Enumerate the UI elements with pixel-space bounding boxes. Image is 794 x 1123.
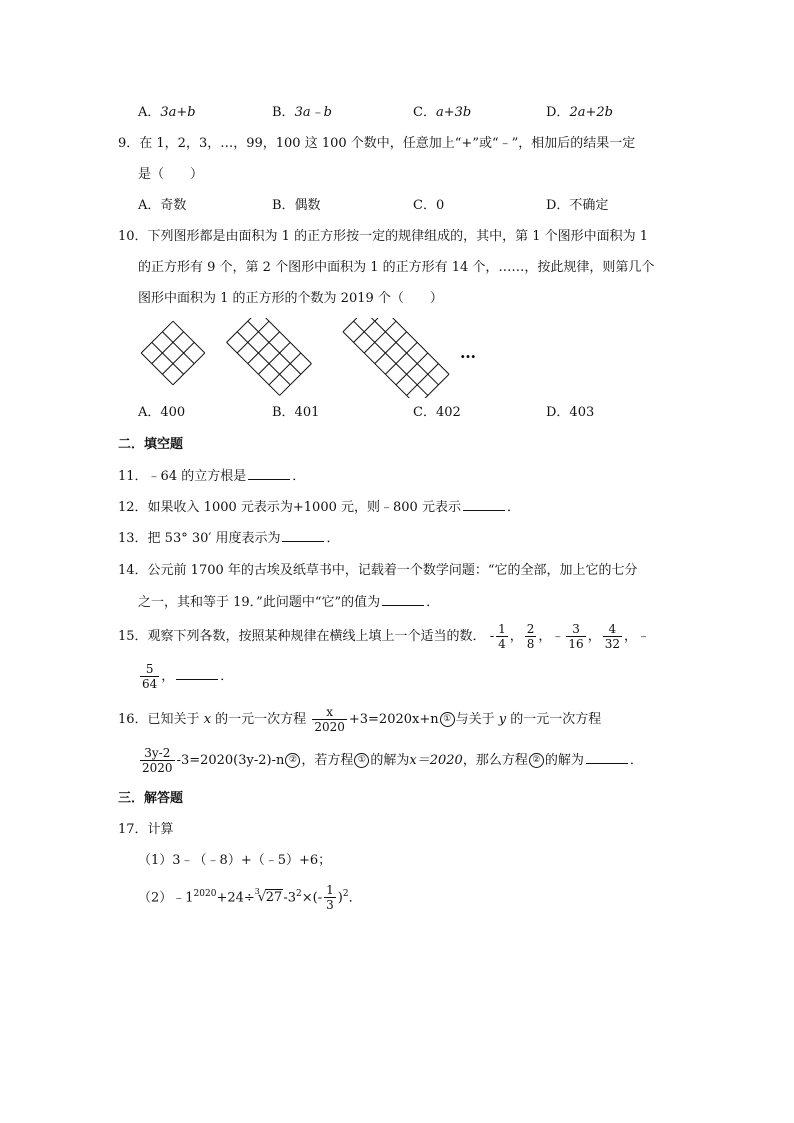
q16-fx-num: x [312,705,347,720]
q13-period: ． [326,531,340,546]
q17-p2-mid2: -3 [283,890,296,906]
q9-line2: 是（ ） [138,167,204,182]
q17-p2-exp2: 2 [296,889,302,899]
q15-f1-sign: - [489,629,495,644]
q12-answer-blank [463,498,505,511]
q14-period: ． [426,595,440,610]
q8-option-c [413,104,471,122]
q12-text: 12．如果收入 1000 元表示为+1000 元，则﹣800 元表示 [118,500,461,515]
q17-frac-den: 3 [326,898,334,913]
q15-f5-den: 64 [142,677,158,691]
q15-fraction-1 [496,622,508,651]
q15-sep-1: ， [509,629,523,644]
q12 [118,498,520,517]
q11-text: 11．﹣64 的立方根是 [118,469,247,484]
q17-title: 17．计算 [118,822,174,837]
q15-period: ． [220,669,234,684]
q17-fraction-sign: - [317,890,323,906]
q15-f2-num: 2 [526,622,535,636]
q16-fx-den: 2020 [314,720,345,734]
q10-option-c: C．402 [413,405,461,420]
q16-var-x: x [203,712,212,727]
q8-option-c-text: a+3b [435,105,472,120]
lattice-line [237,332,290,385]
radical-sign-icon: √ [257,890,267,906]
lattice-line [227,342,280,395]
q8-option-b [272,104,332,122]
q10-option-a: A．400 [138,405,186,420]
q10-figure-1 [141,321,205,385]
q15-f1-den: 4 [498,637,506,651]
q17-p2-period: ． [348,890,362,906]
q8-option-b-text: 3a﹣b [294,105,332,120]
lattice-line [227,318,259,342]
q9-line1: 9．在 1，2，3，…，99，100 这 100 个数中，任意加上“+”或“﹣”，相加后的结果一定 [118,136,636,151]
q17-p2-prefix: （2）﹣1 [138,890,194,906]
lattice-line [417,374,449,398]
q10-figure-2 [227,318,312,395]
lattice-line [375,318,449,374]
q17-p2-mid: +24÷ [216,890,255,906]
q8-option-d-text: 2a+2b [569,105,613,120]
q17-root-body: 27 [265,890,283,906]
q16-text-5: ，若方程 [301,753,354,768]
q11-period: ． [292,469,306,484]
q8-option-a [138,104,196,122]
q16-equation-2: -3=2020(3y-2)-n [176,753,285,768]
q9-option-a: A．奇数 [138,198,187,213]
q8-option-a-text: 3a+b [160,105,196,120]
q15-fraction-2 [525,622,537,651]
q16-fraction-y [140,746,175,775]
q16-text-1: 16．已知关于 [118,712,200,727]
q14-line2-text: 之一，其和等于 19．”此问题中“它”的值为 [138,595,381,610]
q17-p2-exp: 2020 [193,889,217,899]
q14-answer-blank [382,593,424,606]
q15-line1 [118,620,650,654]
q10-figures [0,318,794,398]
lattice-line [354,321,428,395]
q17-root-index: 3 [254,887,260,897]
q17-p2-mid4: ) [337,890,343,906]
q17-part2 [138,876,362,916]
q16-fy-num: 3y-2 [140,746,175,761]
q17-part1: （1）3﹣（﹣8）+（﹣5）+6； [138,853,332,868]
q15-tail: ，﹣ [624,629,651,644]
q16-circled-1-ref: ① [354,753,369,768]
q10-line1: 10．下列图形都是由面积为 1 的正方形按一定的规律组成的，其中，第 1 个图形中面积为 1 [118,229,649,244]
q15-f4-den: 32 [604,637,620,651]
q8-option-d [546,104,613,122]
q17-frac-num: 1 [326,883,334,898]
q15-fraction-4 [603,622,622,651]
q14-line2 [138,593,439,612]
q16-line1 [118,703,601,737]
q15-f3-num: 3 [566,622,585,637]
q12-period: ． [506,500,520,515]
q17-p2-exp3: 2 [342,889,349,899]
q15-sep-2: ， [538,629,552,644]
q16-text-7: ，那么方程 [462,753,528,768]
q16-text-2: 的一元一次方程 [215,712,307,727]
q15-sep-3: ， [587,629,601,644]
q13-text: 13．把 53° 30′ 用度表示为 [118,531,281,546]
q15-sep-4: ， [161,669,175,684]
q9-option-d: D．不确定 [546,198,609,213]
q16-text-4: 的一元一次方程 [510,712,602,727]
q15-text: 15．观察下列各数，按照某种规律在横线上填上一个适当的数． [118,629,486,644]
q10-figure-3 [343,318,449,398]
q15-f5-num: 5 [140,662,159,677]
lattice-line [343,318,375,332]
q13-answer-blank [282,529,324,542]
q16-answer-blank [586,751,628,764]
q16-circled-1: ① [440,712,455,727]
q15-answer-blank [176,667,218,680]
lattice-line [354,318,386,342]
q16-text-3: 与关于 [455,712,495,727]
q16-solution: x＝2020 [409,753,463,768]
q10-option-b: B．401 [272,405,320,420]
q10-ellipsis: … [460,343,476,362]
q15-fraction-5 [140,662,159,691]
lattice-line [248,321,301,374]
q15-f2-den: 8 [526,637,535,651]
q9-option-b: B．偶数 [272,198,321,213]
q17-p2-mid3: ×( [301,890,318,906]
q16-var-y: y [498,712,507,727]
q17-fraction [324,883,336,912]
section-fill-in-heading: 二．填空题 [118,437,184,452]
q15-f4-num: 4 [603,622,622,637]
q8-option-d-prefix: D． [546,105,570,120]
q8-option-a-prefix: A． [138,105,161,120]
lattice-line [258,318,311,364]
q8-option-c-prefix: C． [413,105,436,120]
q10-line3: 图形中面积为 1 的正方形的个数为 2019 个（ ） [138,291,443,306]
q16-fy-den: 2020 [142,761,173,775]
q16-text-8: 的解为 [544,753,584,768]
q16-circled-2-ref: ② [529,753,544,768]
q16-period: ． [629,753,643,768]
q15-line2 [138,660,233,694]
q11 [118,467,305,486]
q17-cube-root [255,880,284,916]
section-solve-heading: 三．解答题 [118,791,184,806]
q15-fraction-3 [566,622,585,651]
q15-f1-num: 1 [498,622,506,636]
q10-option-d: D．403 [546,405,595,420]
q13 [118,529,340,548]
q8-option-b-prefix: B． [272,105,295,120]
q9-option-c: C．0 [413,198,445,213]
q14-line1: 14．公元前 1700 年的古埃及纸草书中，记载着一个数学问题：“它的全部，加上它的七分 [118,563,638,578]
q15-f3-den: 16 [568,637,584,651]
q16-fraction-x [312,705,347,734]
q10-line2: 的正方形有 9 个，第 2 个图形中面积为 1 的正方形有 14 个，……，按此规律，则第几个 [138,260,655,275]
q15-f3-sign: ﹣ [551,629,565,644]
q16-equation-1: +3=2020x+n [348,712,439,727]
q11-answer-blank [248,467,290,480]
q16-circled-2: ② [285,753,300,768]
q16-line2 [138,744,643,778]
q16-text-6: 的解为 [370,753,410,768]
